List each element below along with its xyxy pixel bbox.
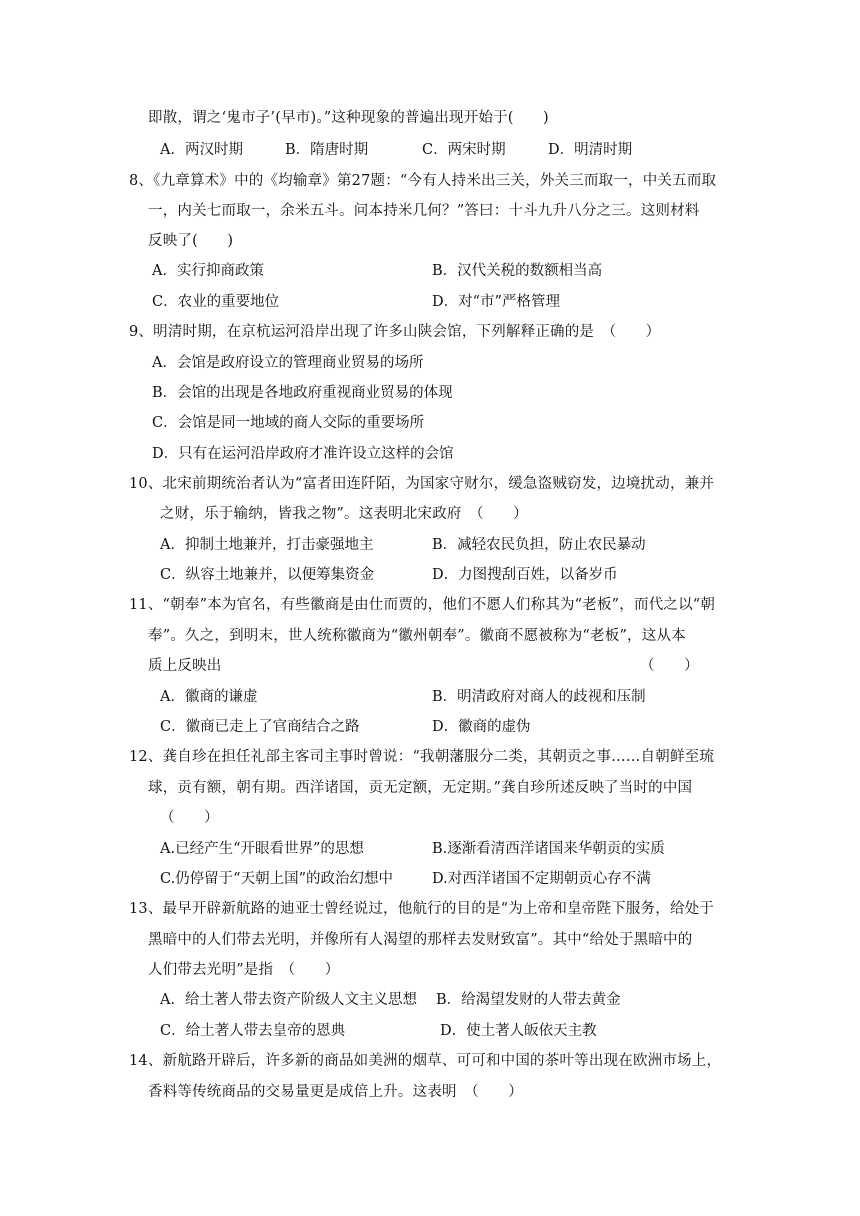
q11-option-d: D．徽商的虚伪	[432, 719, 531, 735]
q8-stem-line-3: 反映了( )	[148, 233, 234, 249]
q9-option-c: C．会馆是同一地域的商人交际的重要场所	[152, 415, 425, 431]
q10-stem-line-1: 10、北宋前期统治者认为“富者田连阡陌，为国家守财尔，缓急盗贼窃发，边境扰动，兼并	[129, 476, 715, 492]
q11-option-b: B．明清政府对商人的歧视和压制	[432, 689, 646, 705]
q12-option-b: B.逐渐看清西洋诸国来华朝贡的实质	[432, 841, 665, 857]
q9-option-b: B．会馆的出现是各地政府重视商业贸易的体现	[152, 385, 453, 401]
q11-stem-line-1: 11、“朝奉”本为官名，有些徽商是由仕而贾的，他们不愿人们称其为“老板”，而代之以“朝	[129, 597, 716, 613]
q11-answer-paren: （ ）	[640, 658, 699, 674]
q13-option-d: D．使土著人皈依天主教	[440, 1023, 597, 1039]
q14-stem-line-2: 香料等传统商品的交易量更是成倍上升。这表明 （ ）	[148, 1084, 523, 1100]
q8-option-b: B．汉代关税的数额相当高	[432, 263, 603, 279]
q8-stem-line-2: 一，内关七而取一，余米五斗。问本持米几何？”答曰：十斗九升八分之三。这则材料	[148, 203, 700, 219]
q14-stem-line-1: 14、新航路开辟后，许多新的商品如美洲的烟草、可可和中国的茶叶等出现在欧洲市场上，	[129, 1053, 722, 1069]
q13-stem-line-3: 人们带去光明”是指 （ ）	[148, 962, 340, 978]
q8-stem-line-1: 8、《九章算术》中的《均输章》第27题：“今有人持米出三关，外关三而取一，中关五而取	[129, 173, 717, 189]
q8-option-a: A．实行抑商政策	[152, 263, 264, 279]
q12-stem-line-1: 12、龚自珍在担任礼部主客司主事时曾说：“我朝藩服分二类，其朝贡之事……自朝鲜至琉	[129, 749, 715, 765]
q11-stem-line-3: 质上反映出	[148, 658, 222, 674]
q10-option-d: D．力图搜刮百姓，以备岁币	[432, 567, 618, 583]
q11-option-a: A．徽商的谦虚	[160, 689, 258, 705]
q7-option-d: D．明清时期	[548, 142, 633, 158]
q10-option-c: C．纵容土地兼并，以便筹集资金	[160, 567, 375, 583]
q8-option-d: D．对“市”严格管理	[432, 294, 560, 310]
q7-option-a: A．两汉时期	[160, 142, 243, 158]
q8-option-c: C．农业的重要地位	[152, 294, 280, 310]
q9-stem-line-1: 9、明清时期，在京杭运河沿岸出现了许多山陕会馆，下列解释正确的是 （ ）	[129, 324, 661, 340]
q10-option-b: B．减轻农民负担，防止农民暴动	[432, 537, 646, 553]
q12-option-d: D.对西洋诸国不定期朝贡心存不满	[432, 871, 651, 887]
q11-stem-line-2: 奉”。久之，到明末，世人统称徽商为“徽州朝奉”。徽商不愿被称为“老板”，这从本	[148, 628, 686, 644]
q12-stem-line-2: 球，贡有额，朝有期。西洋诸国，贡无定额，无定期。”龚自珍所述反映了当时的中国	[148, 780, 693, 796]
q7-stem-tail: 即散，谓之‘鬼市子’(早市)。”这种现象的普遍出现开始于( )	[148, 110, 549, 126]
q13-option-a: A．给土著人带去资产阶级人文主义思想	[160, 992, 417, 1008]
q12-stem-line-3: （ ）	[160, 810, 219, 826]
q13-option-c: C．给土著人带去皇帝的恩典	[160, 1023, 346, 1039]
q13-stem-line-1: 13、最早开辟新航路的迪亚士曾经说过，他航行的目的是“为上帝和皇帝陛下服务，给处于	[129, 901, 715, 917]
q11-option-c: C．徽商已走上了官商结合之路	[160, 719, 360, 735]
q12-option-a: A.已经产生“开眼看世界”的思想	[160, 841, 364, 857]
q7-option-b: B．隋唐时期	[285, 142, 369, 158]
q9-option-a: A．会馆是政府设立的管理商业贸易的场所	[152, 355, 424, 371]
q12-option-c: C.仍停留于“天朝上国”的政治幻想中	[160, 871, 394, 887]
q7-option-c: C．两宋时期	[422, 142, 506, 158]
q10-stem-line-2: 之财，乐于输纳，皆我之物”。这表明北宋政府 （ ）	[160, 506, 528, 522]
q9-option-d: D．只有在运河沿岸政府才准许设立这样的会馆	[152, 446, 454, 462]
q10-option-a: A．抑制土地兼并，打击豪强地主	[160, 537, 374, 553]
q13-stem-line-2: 黑暗中的人们带去光明，并像所有人渴望的那样去发财致富”。其中“给处于黑暗中的	[148, 932, 693, 948]
q13-option-b: B．给渴望发财的人带去黄金	[436, 992, 621, 1008]
